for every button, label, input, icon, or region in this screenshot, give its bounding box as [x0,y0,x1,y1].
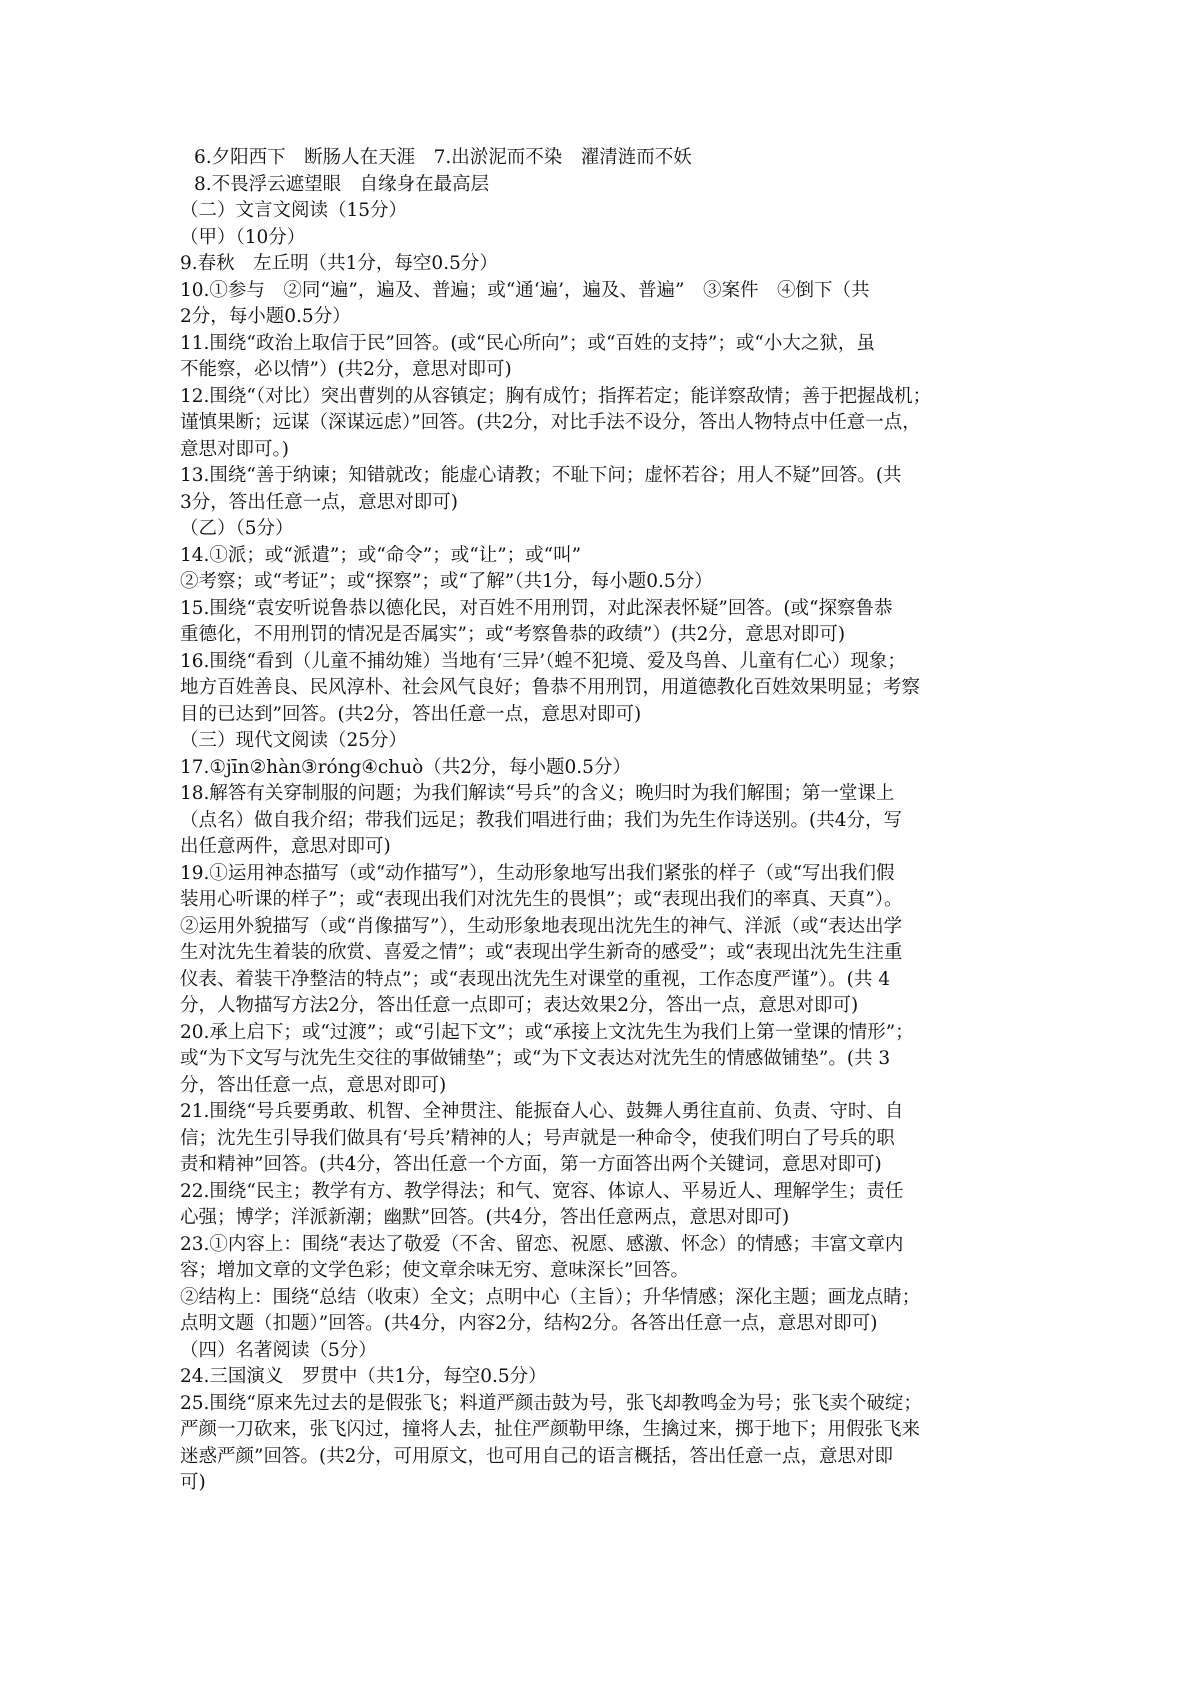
text-line: ②结构上：围绕“总结（收束）全文；点明中心（主旨）；升华情感；深化主题；画龙点睛； [180,1286,921,1308]
text-line: （四）名著阅读（5分） [180,1339,377,1361]
text-line: 15.围绕“袁安听说鲁恭以德化民，对百姓不用刑罚，对此深表怀疑”回答。(或“探察鲁恭 [180,597,893,619]
text-line: 仪表、着装干净整洁的特点”；或“表现出沈先生对课堂的重视，工作态度严谨”）。(共 4 [180,968,890,990]
text-line: （甲）（10分） [180,226,306,248]
text-line: 迷惑严颜”回答。(共2分，可用原文，也可用自己的语言概括，答出任意一点，意思对即 [180,1445,893,1467]
text-line: 19.①运用神态描写（或“动作描写”），生动形象地写出我们紧张的样子（或“写出我们假 [180,862,895,884]
text-line: 9.春秋 左丘明（共1分，每空0.5分） [180,253,498,274]
text-line: （二）文言文阅读（15分） [180,200,408,221]
text-line: 生对沈先生着装的欣赏、喜爱之情”；或“表现出学生新奇的感受”；或“表现出沈先生注重 [180,942,903,963]
text-line: 11.围绕“政治上取信于民”回答。(或“民心所向”；或“百姓的支持”；或“小大之狱，虽 [180,332,875,354]
text-line: 21.围绕“号兵要勇敢、机智、全神贯注、能振奋人心、鼓舞人勇往直前、负责、守时、自 [180,1101,904,1122]
text-line: 地方百姓善良、民风淳朴、社会风气良好；鲁恭不用刑罚，用道德教化百姓效果明显；考察 [180,677,921,698]
text-line: （三）现代文阅读（25分） [180,730,408,751]
text-line: 14.①派；或“派遣”；或“命令”；或“让”；或“叫” [180,544,582,566]
text-line: （点名）做自我介绍；带我们远足；教我们唱进行曲；我们为先生作诗送别。(共4分，写 [180,809,902,831]
text-line: 13.围绕“善于纳谏；知错就改；能虚心请教；不耻下问；虚怀若谷；用人不疑”回答。(共 [180,465,902,486]
text-line: 22.围绕“民主；教学有方、教学得法；和气、宽容、体谅人、平易近人、理解学生；责任 [180,1180,904,1202]
text-line: 目的已达到”回答。(共2分，答出任意一点，意思对即可) [180,703,642,725]
text-line: 点明文题（扣题）”回答。(共4分，内容2分，结构2分。各答出任意一点，意思对即可) [180,1313,878,1334]
text-line: 10.①参与 ②同“遍”，遍及、普遍；或“通‘遍’，遍及、普遍” ③案件 ④倒下（共 [180,279,870,301]
text-line: 出任意两件，意思对即可) [180,836,391,857]
text-line: 24.三国演义 罗贯中（共1分，每空0.5分） [180,1366,547,1387]
text-line: 装用心听课的样子”；或“表现出我们对沈先生的畏惧”；或“表现出我们的率真、天真”）。 [180,889,903,910]
text-line: 12.围绕“（对比）突出曹刿的从容镇定；胸有成竹；指挥若定；能详察敌情；善于把握战机； [180,385,932,407]
text-line: ②运用外貌描写（或“肖像描写”），生动形象地表现出沈先生的神气、洋派（或“表达出学 [180,915,903,937]
text-line: 分，人物描写方法2分，答出任意一点即可；表达效果2分，答出一点，意思对即可) [180,995,859,1016]
text-line: 或“为下文写与沈先生交往的事做铺垫”；或“为下文表达对沈先生的情感做铺垫”。(共 3 [180,1048,891,1069]
text-line: 18.解答有关穿制服的问题；为我们解读“号兵”的含义；晚归时为我们解围；第一堂课上 [180,783,895,804]
text-line: 信；沈先生引导我们做具有‘号兵’精神的人；号声就是一种命令，使我们明白了号兵的职 [180,1127,895,1149]
text-line: 8.不畏浮云遮望眼 自缘身在最高层 [194,173,490,195]
text-line: ②考察；或“考证”；或“探察”；或“了解”（共1分，每小题0.5分） [180,571,713,592]
text-line: 责和精神”回答。(共4分，答出任意一个方面，第一方面答出两个关键词，意思对即可) [180,1154,882,1175]
text-line: 17.①jīn②hàn③róng④chuò（共2分，每小题0.5分） [180,756,631,778]
text-line: 容；增加文章的文学色彩；使文章余味无穷、意味深长”回答。 [180,1260,689,1281]
text-line: 分，答出任意一点，意思对即可) [180,1074,447,1096]
text-line: 2分，每小题0.5分） [180,306,351,327]
answer-key-text [180,145,1060,1497]
text-line: 严颜一刀砍来，张飞闪过，撞将人去，扯住严颜勒甲绦，生擒过来，掷于地下；用假张飞来 [180,1419,921,1440]
text-line: 谨慎果断；远谋（深谋远虑）”回答。(共2分，对比手法不设分，答出人物特点中任意一点， [180,412,921,433]
text-line: 16.围绕“看到（儿童不捕幼雉）当地有‘三异’（蝗不犯境、爱及鸟兽、儿童有仁心）现象； [180,650,906,672]
text-line: 3分，答出任意一点，意思对即可) [180,491,458,513]
text-line: 可) [180,1472,206,1493]
text-line: 意思对即可。) [180,438,289,460]
text-line: 25.围绕“原来先过去的是假张飞；料道严颜击鼓为号，张飞却教鸣金为号；张飞卖个破绽； [180,1392,922,1414]
text-line: 6.夕阳西下 断肠人在天涯 7.出淤泥而不染 濯清涟而不妖 [194,147,692,168]
text-line: 不能察，必以情”）(共2分，意思对即可) [180,359,512,380]
text-line: 23.①内容上：围绕“表达了敬爱（不舍、留恋、祝愿、感激、怀念）的情感；丰富文章内 [180,1233,904,1255]
text-line: 心强；博学；洋派新潮；幽默”回答。(共4分，答出任意两点，意思对即可) [180,1207,790,1228]
text-line: 20.承上启下；或“过渡”；或“引起下文”；或“承接上文沈先生为我们上第一堂课的情形”； [180,1021,914,1043]
text-line: （乙）（5分） [180,518,294,539]
text-line: 重德化，不用刑罚的情况是否属实”；或“考察鲁恭的政绩”）(共2分，意思对即可) [180,624,846,645]
